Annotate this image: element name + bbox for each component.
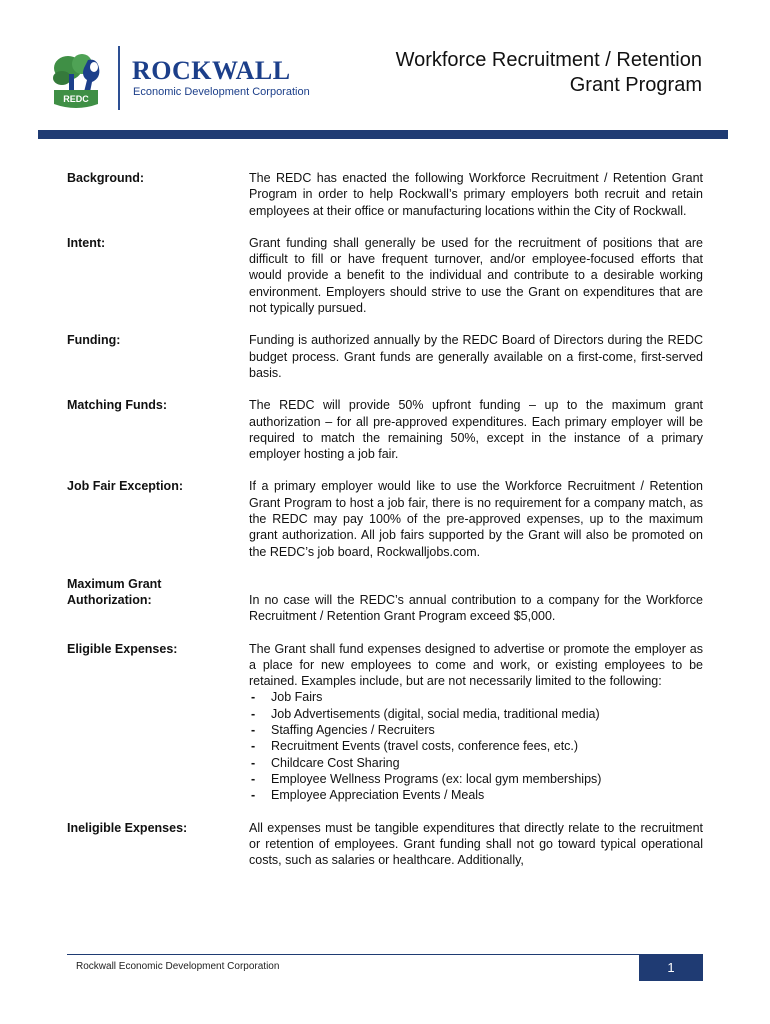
section-ineligible-expenses [67, 820, 703, 869]
section-label: Intent: [67, 235, 106, 250]
section-text: The REDC has enacted the following Workforce Recruitment / Retention Grant Program in order to help Rockwall’s primary employers both recruit and retain employees at their office or manufacturing locations within the City of Rockwall. [249, 171, 703, 218]
section-label [67, 576, 249, 625]
section-label: Ineligible Expenses: [67, 820, 188, 835]
page-header [0, 0, 770, 140]
section-text: In no case will the REDC’s annual contribution to a company for the Workforce Recruitment / Retention Grant Program exceed $5,000. [249, 592, 703, 624]
list-item: - Staffing Agencies / Recruiters [249, 722, 703, 738]
section-text: All expenses must be tangible expenditures that directly relate to the recruitment or retention of employees. Grant funding shall not go toward typical operational costs, such as salaries or healthcare. Additionally, [249, 820, 703, 868]
section-content [249, 641, 703, 804]
section-text: The REDC will provide 50% upfront funding – up to the maximum grant authorization – for all pre-approved expenditures. Each primary employer will be required to match the remaining 50%, except in the instance of a primary employer hosting a job fair. [249, 398, 703, 462]
page-number: 1 [639, 955, 703, 981]
section-label: Matching Funds: [67, 398, 167, 413]
document-body [67, 170, 703, 884]
section-intent [67, 235, 703, 316]
document-title [396, 48, 702, 98]
redc-badge-text: REDC [63, 94, 89, 104]
title-line-1: Workforce Recruitment / Retention [395, 49, 702, 71]
section-funding [67, 332, 703, 381]
list-item: - Childcare Cost Sharing [249, 755, 703, 771]
section-background [67, 170, 703, 219]
list-item: - Job Fairs [249, 689, 703, 705]
tree-icon [52, 52, 108, 110]
redc-logo [52, 46, 312, 112]
logo-divider [118, 46, 120, 110]
list-item: - Job Advertisements (digital, social media, traditional media) [249, 706, 703, 722]
section-maximum-grant [67, 576, 703, 625]
list-item: - Employee Wellness Programs (ex: local gym memberships) [249, 771, 703, 787]
list-item: - Recruitment Events (travel costs, conference fees, etc.) [249, 738, 703, 754]
section-label: Funding: [67, 333, 121, 348]
title-line-2: Grant Program [569, 74, 702, 96]
section-label: Background: [67, 171, 145, 185]
section-label: Eligible Expenses: [67, 641, 178, 656]
header-rule [38, 130, 728, 139]
logo-subtitle: Economic Development Corporation [133, 86, 310, 98]
logo-wordmark: ROCKWALL [132, 56, 291, 85]
section-job-fair-exception [67, 478, 703, 559]
section-text: If a primary employer would like to use the Workforce Recruitment / Retention Grant Program to host a job fair, there is no requirement for a company match, as the REDC may pay 100% of the pre-approved expenses, up to the maximum grant authorization. All job fairs supported by the Grant will also be promoted on the REDC’s job board, Rockwalljobs.com. [249, 479, 703, 559]
section-matching-funds [67, 397, 703, 462]
section-label: Job Fair Exception: [67, 479, 183, 494]
footer-rule [67, 954, 703, 955]
section-eligible-expenses [67, 641, 703, 804]
section-text: The Grant shall fund expenses designed to advertise or promote the employer as a place for new employees to come and work, or existing employees to be retained. Examples include, but are not necessarily limited to the following: [249, 641, 703, 689]
label-line-2: Authorization: [67, 592, 152, 607]
section-text: Funding is authorized annually by the REDC Board of Directors during the REDC budget process. Grant funds are generally available on a first-come, first-served basis. [249, 333, 703, 380]
footer-org: Rockwall Economic Development Corporation [76, 961, 280, 972]
expense-list [249, 689, 703, 803]
label-line-1: Maximum Grant [67, 576, 162, 591]
section-text: Grant funding shall generally be used for the recruitment of positions that are difficult to fill or have frequent turnover, and/or employee-focused efforts that would provide a benefit to the individual and contribute to a desirable working environment. Employers should strive to use the Grant on expenditures that are not typically pursued. [249, 235, 703, 316]
list-item: - Employee Appreciation Events / Meals [249, 787, 703, 803]
